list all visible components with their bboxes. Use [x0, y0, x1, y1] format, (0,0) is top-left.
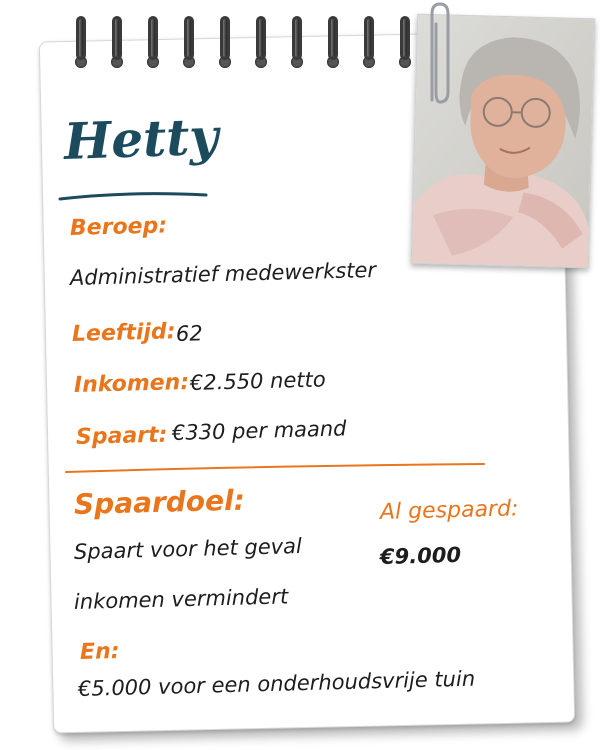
en-value: €5.000 voor een onderhoudsvrije tuin — [77, 666, 476, 701]
section-divider — [64, 462, 486, 476]
spiral-ring-icon — [254, 14, 268, 68]
spiral-ring-icon — [398, 14, 412, 68]
name-underline — [58, 183, 208, 203]
spiral-ring-icon — [326, 14, 340, 68]
gespaard-label: Al gespaard: — [379, 496, 519, 525]
leeftijd-label: Leeftijd: — [71, 319, 176, 347]
leeftijd-value: 62 — [175, 321, 204, 346]
spaardoel-line1: Spaart voor het geval — [73, 534, 303, 564]
spiral-ring-icon — [146, 14, 160, 68]
spiral-ring-icon — [182, 14, 196, 68]
beroep-label: Beroep: — [69, 213, 168, 241]
spaardoel-label: Spaardoel: — [73, 483, 246, 521]
gespaard-value: €9.000 — [379, 542, 462, 569]
spiral-ring-icon — [362, 14, 376, 68]
inkomen-value: €2.550 netto — [189, 367, 326, 395]
spiral-ring-icon — [110, 14, 124, 68]
beroep-value: Administratief medewerkster — [69, 257, 377, 290]
spiral-ring-icon — [74, 14, 88, 68]
spaardoel-line2: inkomen vermindert — [73, 584, 289, 614]
spaart-label: Spaart: — [75, 422, 168, 450]
profile-name: Hetty — [62, 106, 220, 171]
en-label: En: — [79, 638, 120, 665]
inkomen-label: Inkomen: — [73, 369, 190, 398]
paperclip-icon — [422, 0, 458, 112]
spiral-ring-icon — [290, 14, 304, 68]
spaart-value: €330 per maand — [171, 416, 347, 445]
spiral-ring-icon — [218, 14, 232, 68]
